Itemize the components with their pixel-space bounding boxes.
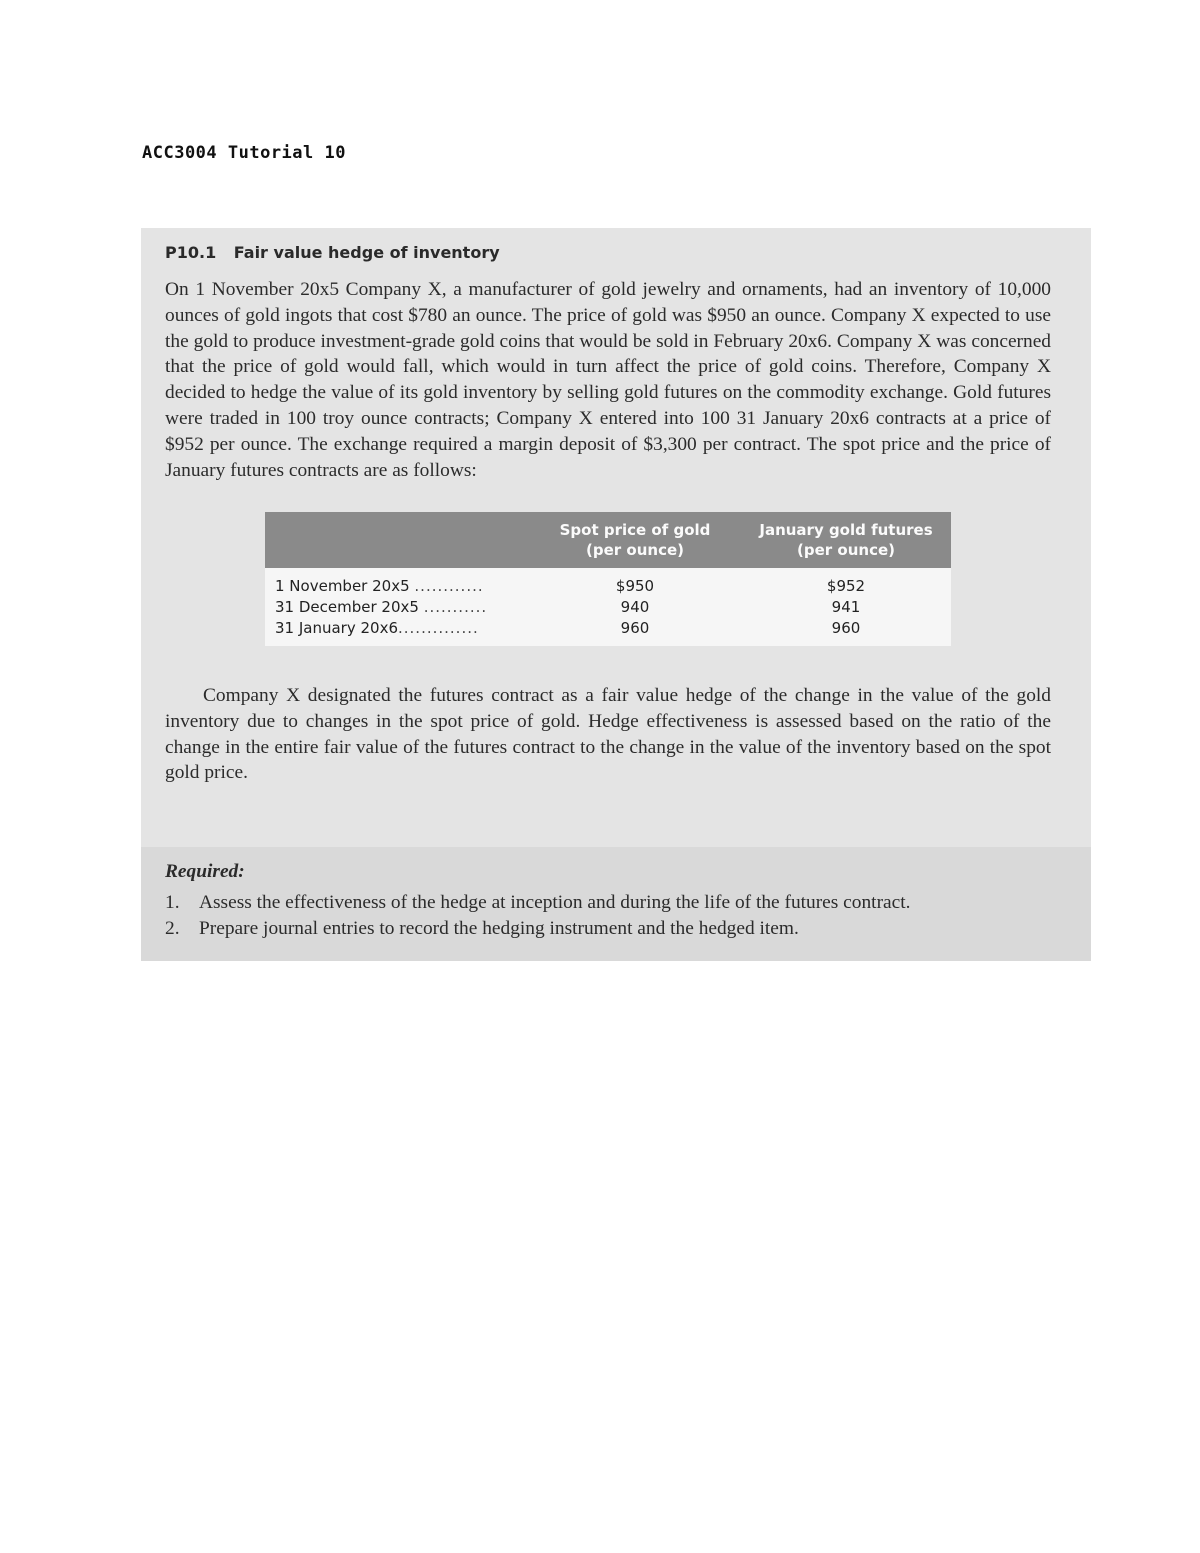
futures-header-line1: January gold futures [759,521,933,539]
row-date [265,618,529,646]
spot-header-line1: Spot price of gold [559,521,711,539]
problem-paragraph-1: On 1 November 20x5 Company X, a manufacturer of gold jewelry and ornaments, had an inventory of 10,000 ounces of gold ingots that cost $780 an ounce. The price of gold was $950 an ounce. Company X expected to use the gold to produce investment-grade gold coins that would be sold in February 20x6. Company X was concerned that the price of gold would fall, which would in turn affect the price of gold coins. Therefore, Company X decided to hedge the value of its gold inventory by selling gold futures on the commodity exchange. Gold futures were traded in 100 troy ounce contracts; Company X entered into 100 31 January 20x6 contracts at a price of $952 per ounce. The exchange required a margin deposit of $3,300 per contract. The spot price and the price of January futures contracts are as follows: [165,279,1051,481]
table-header-futures [741,512,951,568]
problem-title: Fair value hedge of inventory [233,243,500,262]
futures-header-line2: (per ounce) [797,541,895,559]
list-item-text: Prepare journal entries to record the hedging instrument and the hedged item. [199,918,799,939]
spot-header-line2: (per ounce) [586,541,684,559]
document-title: ACC3004 Tutorial 10 [142,143,346,163]
dot-leader: ........... [423,598,488,616]
row-futures-price: 960 [831,619,861,637]
table-header-spot [529,512,741,568]
problem-number: P10.1 [165,243,217,262]
price-table [265,512,951,646]
list-item [165,916,910,942]
problem-paragraph-2: Company X designated the futures contract as a fair value hedge of the change in the value of the gold inventory due to changes in the spot price of gold. Hedge effectiveness is assessed based on the ratio of the change in the entire fair value of the futures contract to the change in the value of the inventory based on the spot gold price. [165,685,1051,784]
row-spot-price: 960 [620,619,650,637]
table-row [265,597,951,618]
row-date-text: 31 December 20x5 [275,598,419,616]
list-item-index: 1. [165,892,180,913]
table-row [265,568,951,597]
row-date-text: 1 November 20x5 [275,577,410,595]
list-item-text: Assess the effectiveness of the hedge at inception and during the life of the futures contract. [199,892,911,913]
required-section [141,847,1091,961]
row-date [265,597,529,618]
required-list [165,890,910,942]
row-date [265,568,529,597]
table-header-row [265,512,951,568]
row-futures-price: 941 [831,598,861,616]
dot-leader: .............. [398,619,479,637]
scanned-problem-page [141,228,1091,961]
row-spot-price: 940 [620,598,650,616]
required-heading: Required: [165,861,245,882]
table-row [265,618,951,646]
row-date-text: 31 January 20x6 [275,619,398,637]
row-futures-price: $952 [826,577,866,595]
table-header-date [265,512,529,568]
problem-heading [165,243,500,262]
list-item-index: 2. [165,918,180,939]
row-spot-price: $950 [615,577,655,595]
list-item [165,890,910,916]
dot-leader: ............ [414,577,484,595]
